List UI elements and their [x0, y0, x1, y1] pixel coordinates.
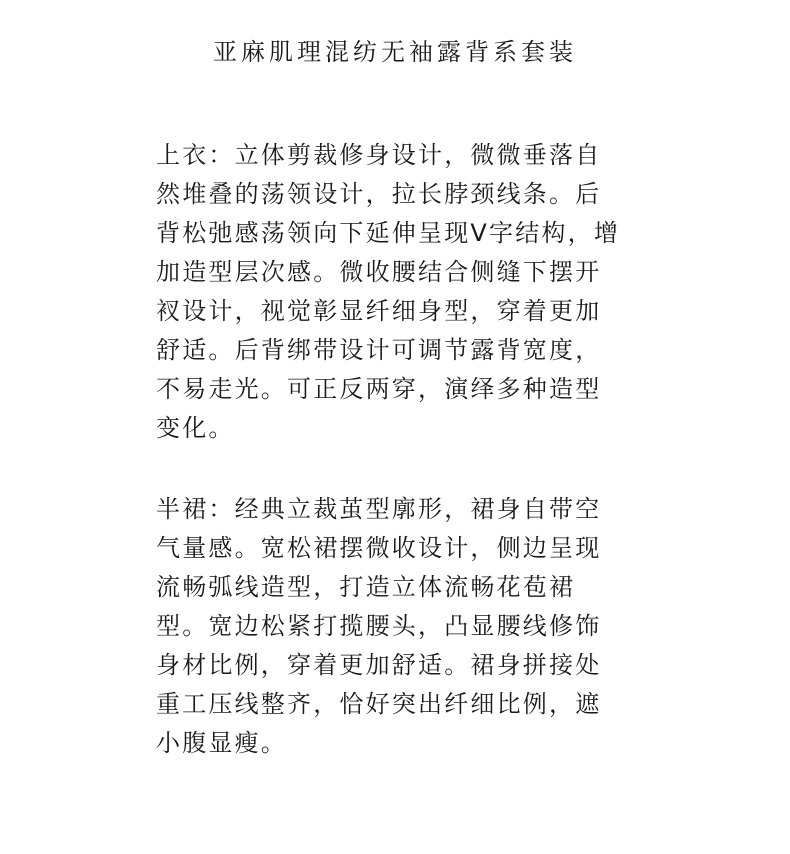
page-title: 亚麻肌理混纺无袖露背系套装 [213, 38, 577, 66]
top-description-line: 背松弛感荡领向下延伸呈现V字结构，增 [156, 219, 621, 247]
top-description-line: 然堆叠的荡领设计，拉长脖颈线条。后 [156, 180, 602, 208]
top-description [156, 136, 646, 448]
skirt-description-line: 气量感。宽松裙摆微收设计，侧边呈现 [156, 534, 602, 562]
top-description-line: 加造型层次感。微收腰结合侧缝下摆开 [156, 258, 602, 286]
skirt-description-line: 型。宽边松紧打揽腰头，凸显腰线修饰 [156, 612, 602, 640]
skirt-description-line: 身材比例，穿着更加舒适。裙身拼接处 [156, 651, 602, 679]
top-description-line: 变化。 [156, 414, 235, 442]
top-description-line: 不易走光。可正反两穿，演绎多种造型 [156, 375, 602, 403]
skirt-description-line: 重工压线整齐，恰好突出纤细比例，遮 [156, 690, 602, 718]
top-description-line: 舒适。后背绑带设计可调节露背宽度， [156, 336, 602, 364]
top-description-line: 衩设计，视觉彰显纤细身型，穿着更加 [156, 297, 602, 325]
skirt-description-line: 小腹显瘦。 [156, 729, 287, 757]
top-description-line: 上衣：立体剪裁修身设计，微微垂落自 [156, 141, 602, 169]
skirt-description-line: 流畅弧线造型，打造立体流畅花苞裙 [156, 573, 576, 601]
skirt-description [156, 490, 646, 763]
skirt-description-line: 半裙：经典立裁茧型廓形，裙身自带空 [156, 495, 602, 523]
